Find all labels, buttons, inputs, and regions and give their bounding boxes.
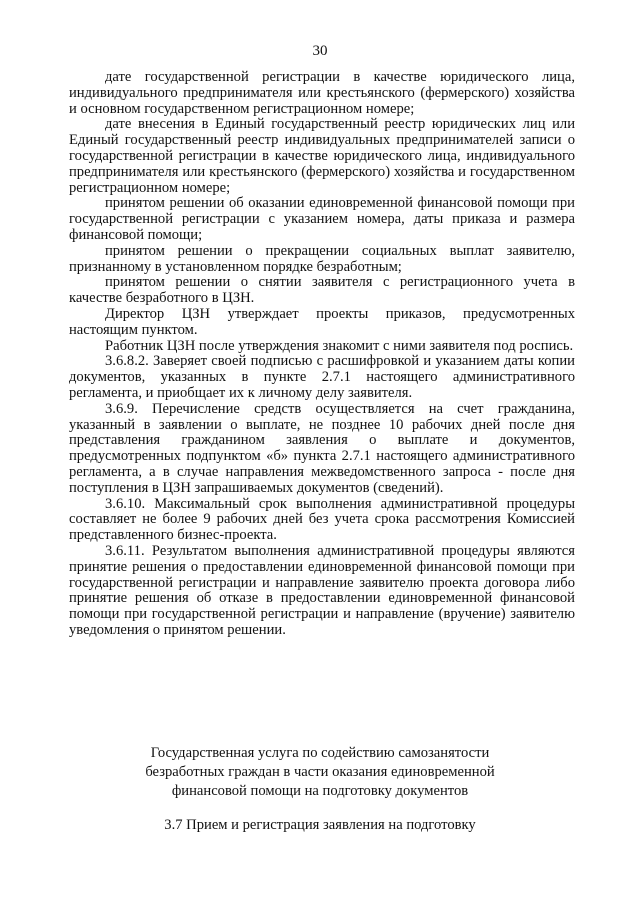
section-heading — [0, 744, 640, 801]
section-heading-line: финансовой помощи на подготовку документов — [171, 783, 469, 799]
document-body — [69, 70, 575, 639]
paragraph-financial-aid-decision: принятом решении об оказании единовременной финансовой помощи при государственной регистрации с указанием номера, даты приказа и размера финансовой помощи; — [69, 195, 575, 243]
paragraph-deregistration: принятом решении о снятии заявителя с регистрационного учета в качестве безработного в ЦЗН. — [69, 274, 575, 307]
paragraph-director-approval: Директор ЦЗН утверждает проекты приказов, предусмотренных настоящим пунктом. — [69, 305, 575, 338]
paragraph-3-6-9: 3.6.9. Перечисление средств осуществляется на счет гражданина, указанный в заявлении о выплате, не позднее 10 рабочих дней после дня представления гражданином заявления о выплате и документов, предусмотренных подпунктом «б» пункта 2.7.1 настоящего административного регламента, а в случае направления межведомственного запроса - после дня поступления в ЦЗН запрашиваемых документов (сведений). — [69, 400, 575, 496]
paragraph-registry-entry-date: дате внесения в Единый государственный реестр юридических лиц или Единый государственный реестр индивидуальных предпринимателей записи о государственной регистрации в качестве юридического лица, индивидуального предпринимателя или крестьянского (фермерского) хозяйства и государственном регистрационном номере; — [69, 116, 575, 196]
page-number: 30 — [312, 43, 328, 59]
paragraph-benefits-termination: принятом решении о прекращении социальных выплат заявителю, признанному в установленном порядке безработным; — [69, 242, 575, 275]
section-heading-line: безработных граждан в части оказания единовременной — [145, 764, 495, 780]
paragraph-3-6-11: 3.6.11. Результатом выполнения административной процедуры являются принятие решения о предоставлении единовременной финансовой помощи при государственной регистрации и направление заявителю проекта договора либо принятие решения об отказе в предоставлении единовременной финансовой помощи при государственной регистрации и направление (вручение) заявителю уведомления о принятом решении. — [69, 542, 575, 638]
section-heading-line: Государственная услуга по содействию самозанятости — [150, 745, 490, 761]
paragraph-3-6-8-2: 3.6.8.2. Заверяет своей подписью с расшифровкой и указанием даты копии документов, указанных в пункте 2.7.1 настоящего административного регламента, и приобщает их к личному делу заявителя. — [69, 353, 575, 401]
subsection-heading: 3.7 Прием и регистрация заявления на подготовку — [164, 817, 476, 833]
paragraph-employee-acquaints: Работник ЦЗН после утверждения знакомит с ними заявителя под роспись. — [105, 337, 574, 354]
paragraph-3-6-10: 3.6.10. Максимальный срок выполнения административной процедуры составляет не более 9 рабочих дней без учета срока рассмотрения Комиссией представленного бизнес-проекта. — [69, 495, 575, 544]
paragraph-registration-date: дате государственной регистрации в качестве юридического лица, индивидуального предпринимателя или крестьянского (фермерского) хозяйства и основном государственном регистрационном номере; — [69, 69, 575, 117]
